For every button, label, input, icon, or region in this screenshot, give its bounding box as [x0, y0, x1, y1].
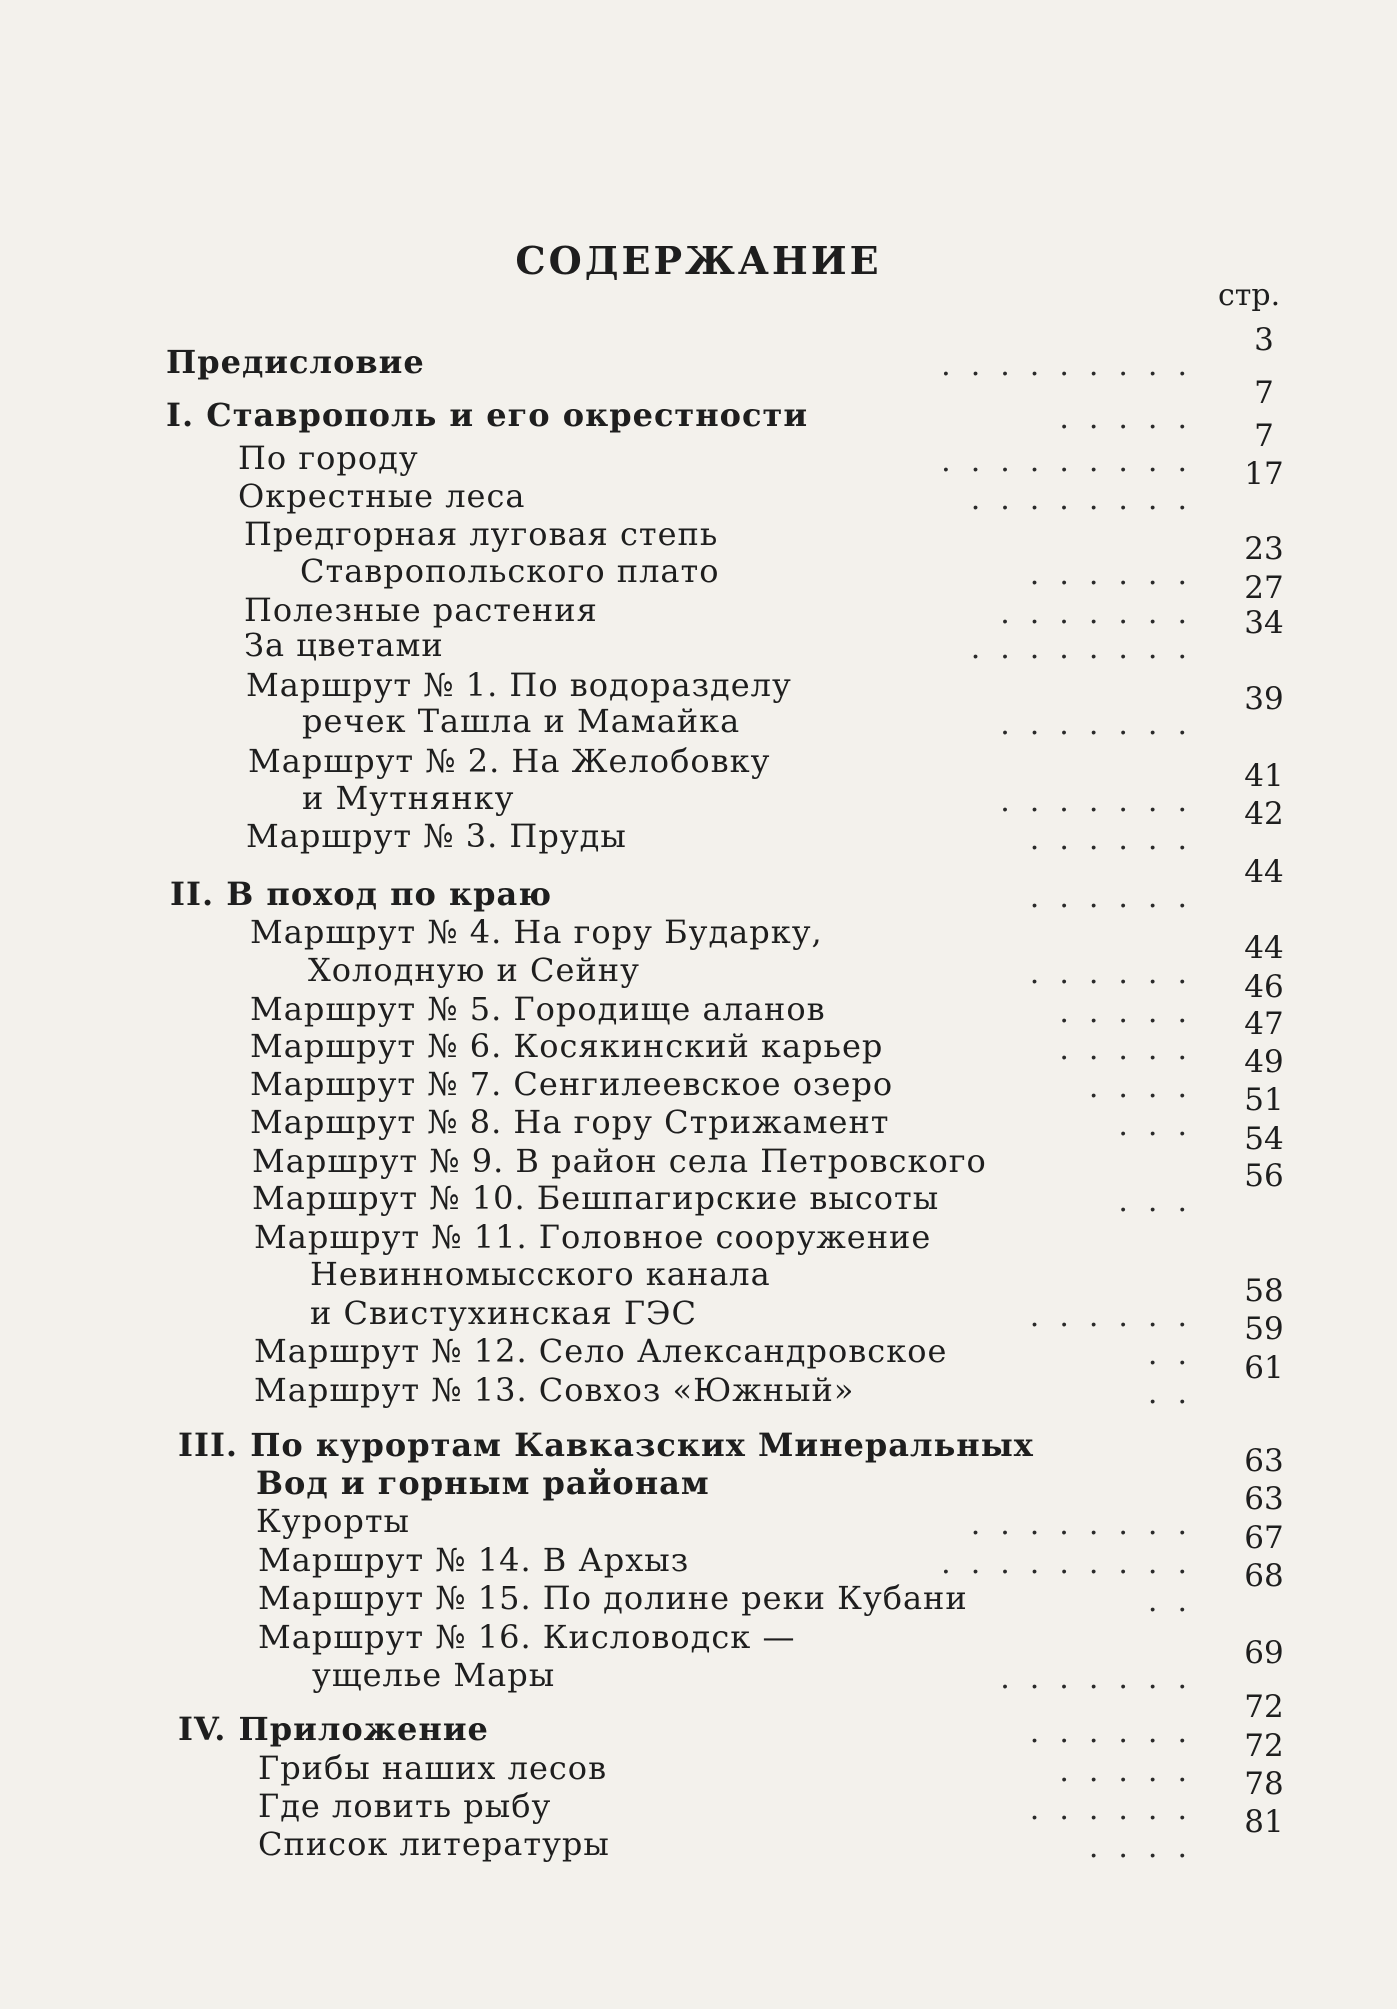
toc-entry-label: Предгорная луговая степь: [244, 515, 719, 553]
toc-entry: [0, 741, 1397, 781]
toc-entry-page: 63: [1244, 1481, 1284, 1517]
toc-entry-label: Где ловить рыбу: [258, 1787, 552, 1825]
toc-entry-label: Маршрут № 7. Сенгилеевское озеро: [250, 1065, 894, 1103]
leader-dots: ........: [970, 1507, 1207, 1542]
toc-entry-label: Предисловие: [166, 343, 425, 381]
toc-entry-label: Маршрут № 10. Бешпагирские высоты: [252, 1179, 940, 1217]
leader-dots: ........: [970, 631, 1207, 666]
toc-entry-page: 44: [1244, 854, 1284, 890]
toc-entry-page: 51: [1244, 1082, 1284, 1118]
toc-entry-label: Маршрут № 4. На гору Бударку,: [250, 913, 823, 951]
leader-dots: ......: [1029, 1792, 1207, 1827]
toc-entry-label: Маршрут № 13. Совхоз «Южный»: [254, 1371, 855, 1409]
toc-entry-label: и Мутнянку: [302, 779, 515, 817]
toc-entry: [0, 1217, 1397, 1257]
toc-entry-label: По городу: [238, 439, 419, 477]
toc-entry-label: Курорты: [256, 1502, 410, 1540]
toc-entry-label: Маршрут № 3. Пруды: [246, 817, 627, 855]
toc-entry: [0, 1689, 1397, 1750]
toc-entry-label: Маршрут № 14. В Архыз: [258, 1541, 690, 1579]
toc-entry-label: За цветами: [244, 626, 444, 664]
toc-entry: [0, 514, 1397, 554]
toc-entry-label: Список литературы: [258, 1825, 610, 1863]
toc-entry-label: Маршрут № 5. Городище аланов: [250, 990, 826, 1028]
toc-entry-label: Маршрут № 2. На Желобовку: [248, 742, 771, 780]
leader-dots: ......: [1029, 1299, 1207, 1334]
toc-entry-label: Маршрут № 12. Село Александровское: [254, 1332, 948, 1370]
toc-entry-page: 59: [1244, 1311, 1284, 1347]
leader-dots: .......: [1000, 784, 1207, 819]
leader-dots: .....: [1059, 995, 1207, 1030]
toc-entry-page: 49: [1244, 1044, 1284, 1080]
toc-entry-page: 72: [1244, 1728, 1284, 1764]
toc-entry-label: I. Ставрополь и его окрестности: [166, 396, 809, 434]
toc-entry-label: Ставропольского плато: [300, 552, 720, 590]
toc-entry-label: Маршрут № 15. По долине реки Кубани: [258, 1579, 968, 1617]
toc-entry-label: III. По курортам Кавказских Минеральных: [178, 1426, 1034, 1464]
toc-entry-page: 63: [1244, 1443, 1284, 1479]
toc-entry-label: IV. Приложение: [178, 1710, 489, 1748]
toc-entry-label: Вод и горным районам: [256, 1464, 710, 1502]
toc-entry: [0, 1254, 1397, 1294]
leader-dots: .........: [941, 444, 1207, 479]
toc-entry-label: Холодную и Сейну: [308, 951, 640, 989]
leader-dots: ..: [1147, 1376, 1207, 1411]
toc-entry-label: Маршрут № 11. Головное сооружение: [254, 1218, 932, 1256]
leader-dots: ..: [1147, 1584, 1207, 1619]
toc-entry: [0, 322, 1397, 383]
toc-entry-page: 69: [1244, 1635, 1284, 1671]
toc-entry-page: 68: [1244, 1558, 1284, 1594]
toc-entry-page: 17: [1244, 456, 1284, 492]
toc-entry-label: и Свистухинская ГЭС: [310, 1294, 697, 1332]
toc-entry-page: 44: [1244, 930, 1284, 966]
toc-entry-page: 81: [1244, 1804, 1284, 1840]
toc-entry-label: Маршрут № 6. Косякинский карьер: [250, 1027, 884, 1065]
toc-entry-page: 3: [1254, 322, 1274, 358]
toc-entry-page: 23: [1244, 531, 1284, 567]
leader-dots: ...: [1118, 1184, 1207, 1219]
toc-entry-page: 39: [1244, 681, 1284, 717]
toc-entry: [0, 418, 1397, 479]
leader-dots: ....: [1088, 1070, 1207, 1105]
toc-entry-page: 46: [1244, 969, 1284, 1005]
leader-dots: ........: [970, 482, 1207, 517]
toc-entry-label: Маршрут № 9. В район села Петровского: [252, 1142, 987, 1180]
toc-entry-page: 61: [1244, 1350, 1284, 1386]
leader-dots: ......: [1029, 822, 1207, 857]
leader-dots: .......: [1000, 707, 1207, 742]
toc-entry-label: II. В поход по краю: [170, 875, 552, 913]
leader-dots: .........: [941, 1546, 1207, 1581]
toc-entry: [0, 665, 1397, 705]
toc-entry-page: 34: [1244, 605, 1284, 641]
toc-entry-page: 58: [1244, 1273, 1284, 1309]
toc-entry-page: 7: [1254, 375, 1274, 411]
toc-entry-label: ущелье Мары: [312, 1656, 556, 1694]
leader-dots: ......: [1029, 1715, 1207, 1750]
toc-entry: [0, 1617, 1397, 1657]
leader-dots: ......: [1029, 557, 1207, 592]
toc-entry-label: речек Ташла и Мамайка: [302, 702, 741, 740]
toc-entry-label: Полезные растения: [244, 591, 598, 629]
toc-entry-page: 54: [1244, 1121, 1284, 1157]
leader-dots: ......: [1029, 880, 1207, 915]
toc-entry: [0, 912, 1397, 952]
toc-entry-page: 78: [1244, 1766, 1284, 1802]
toc-entry: [0, 1425, 1397, 1465]
page-column-header: стр.: [1218, 278, 1281, 313]
toc-entry-page: 7: [1254, 418, 1274, 454]
leader-dots: ......: [1029, 956, 1207, 991]
toc-entry-label: Маршрут № 1. По водоразделу: [246, 666, 792, 704]
toc-entry-label: Маршрут № 16. Кисловодск —: [258, 1618, 796, 1656]
leader-dots: .......: [1000, 1661, 1207, 1696]
toc-entry-label: Грибы наших лесов: [258, 1749, 608, 1787]
toc-entry-label: Невинномысского канала: [310, 1255, 771, 1293]
toc-entry-label: Окрестные леса: [238, 477, 526, 515]
toc-entry-page: 72: [1244, 1689, 1284, 1725]
leader-dots: .........: [941, 348, 1207, 383]
toc-entry-page: 67: [1244, 1520, 1284, 1556]
leader-dots: ..: [1147, 1337, 1207, 1372]
toc-entry-page: 47: [1244, 1006, 1284, 1042]
toc-entry: [0, 854, 1397, 915]
leader-dots: .....: [1059, 401, 1207, 436]
leader-dots: ...: [1118, 1108, 1207, 1143]
leader-dots: .......: [1000, 596, 1207, 631]
leader-dots: .....: [1059, 1754, 1207, 1789]
toc-entry-page: 42: [1244, 796, 1284, 832]
page-title: СОДЕРЖАНИЕ: [515, 238, 882, 283]
toc-entry-page: 41: [1244, 758, 1284, 794]
leader-dots: ....: [1088, 1830, 1207, 1865]
toc-entry-page: 27: [1244, 570, 1284, 606]
toc-entry-page: 56: [1244, 1158, 1284, 1194]
toc-entry-label: Маршрут № 8. На гору Стрижамент: [250, 1103, 890, 1141]
leader-dots: .....: [1059, 1032, 1207, 1067]
toc-entry: [0, 375, 1397, 436]
